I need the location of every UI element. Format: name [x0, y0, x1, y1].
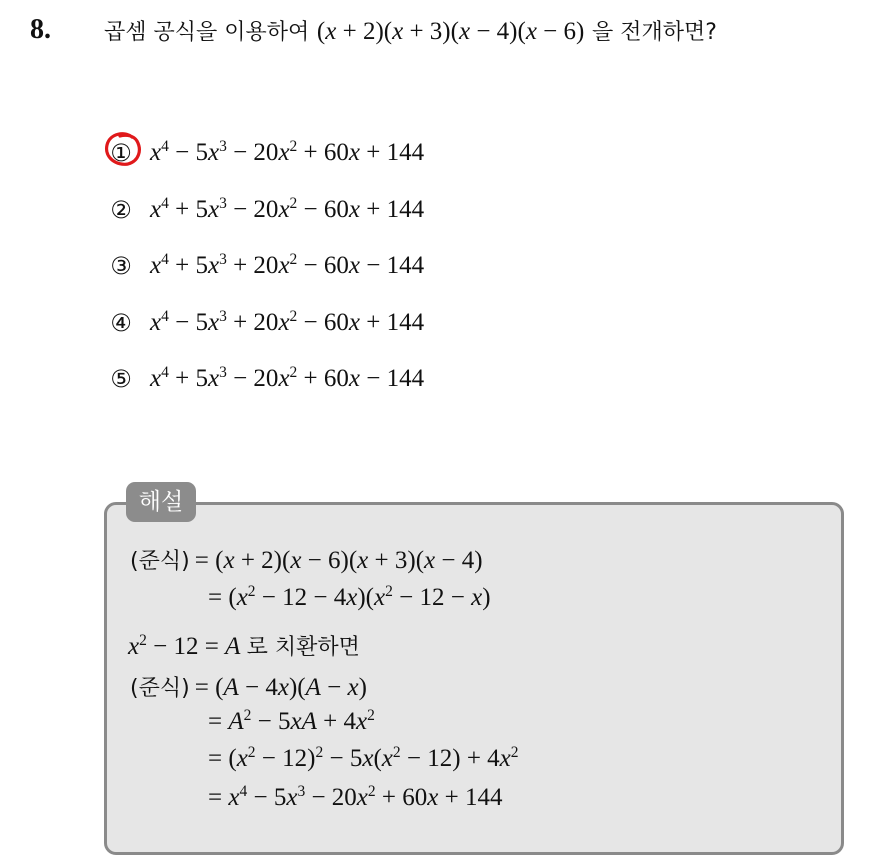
choice-2-mark: ② — [110, 196, 132, 224]
choice-4-mark: ④ — [110, 309, 132, 337]
choice-2-expression: $x^4 + 5x^3 - 20x^2 - 60x + 144$ — [150, 195, 425, 223]
choice-5-mark: ⑤ — [110, 365, 132, 393]
question-text-before: 곱셈 공식을 이용하여 — [104, 20, 310, 45]
solution-line-4: (준식) = (A − 4x)(A − x) — [130, 674, 367, 701]
solution-line-1: (준식) = (x + 2)(x − 6)(x + 3)(x − 4) — [130, 547, 483, 574]
given-label-2: (준식) — [130, 676, 190, 701]
solution-line-7: = $x^4 - 5x^3 - 20x^2 + 60x + 144$ — [208, 783, 503, 811]
solution-line-3: $x^2 - 12 = A$ 로 치환하면 — [128, 632, 360, 660]
choice-1-mark: ① — [110, 139, 132, 167]
choice-3-expression: $x^4 + 5x^3 + 20x^2 - 60x - 144$ — [150, 251, 425, 279]
answer-circle-icon — [101, 128, 147, 174]
choice-1-expression: $x^4 - 5x^3 - 20x^2 + 60x + 144$ — [150, 138, 425, 166]
question-factors: (x + 2)(x + 3)(x − 4)(x − 6) — [316, 18, 585, 45]
solution-line-6: = $(x^2 - 12)^2 - 5x(x^2 - 12) + 4x^2$ — [208, 744, 519, 772]
choice-5-expression: $x^4 + 5x^3 - 20x^2 + 60x - 144$ — [150, 364, 425, 392]
choice-3-mark: ③ — [110, 252, 132, 280]
question-number: 8. — [30, 14, 51, 45]
substitution-text: 로 치환하면 — [246, 635, 360, 660]
solution-line-2: = $(x^2 - 12 - 4x)(x^2 - 12 - x)$ — [208, 583, 491, 611]
given-label: (준식) — [130, 549, 190, 574]
solution-line-5: = $A^2 - 5xA + 4x^2$ — [208, 707, 375, 735]
choice-4-expression: $x^4 - 5x^3 + 20x^2 - 60x + 144$ — [150, 308, 425, 336]
question-text-after: 을 전개하면? — [592, 20, 717, 45]
question-text — [104, 15, 717, 46]
solution-label: 해설 — [126, 482, 196, 522]
